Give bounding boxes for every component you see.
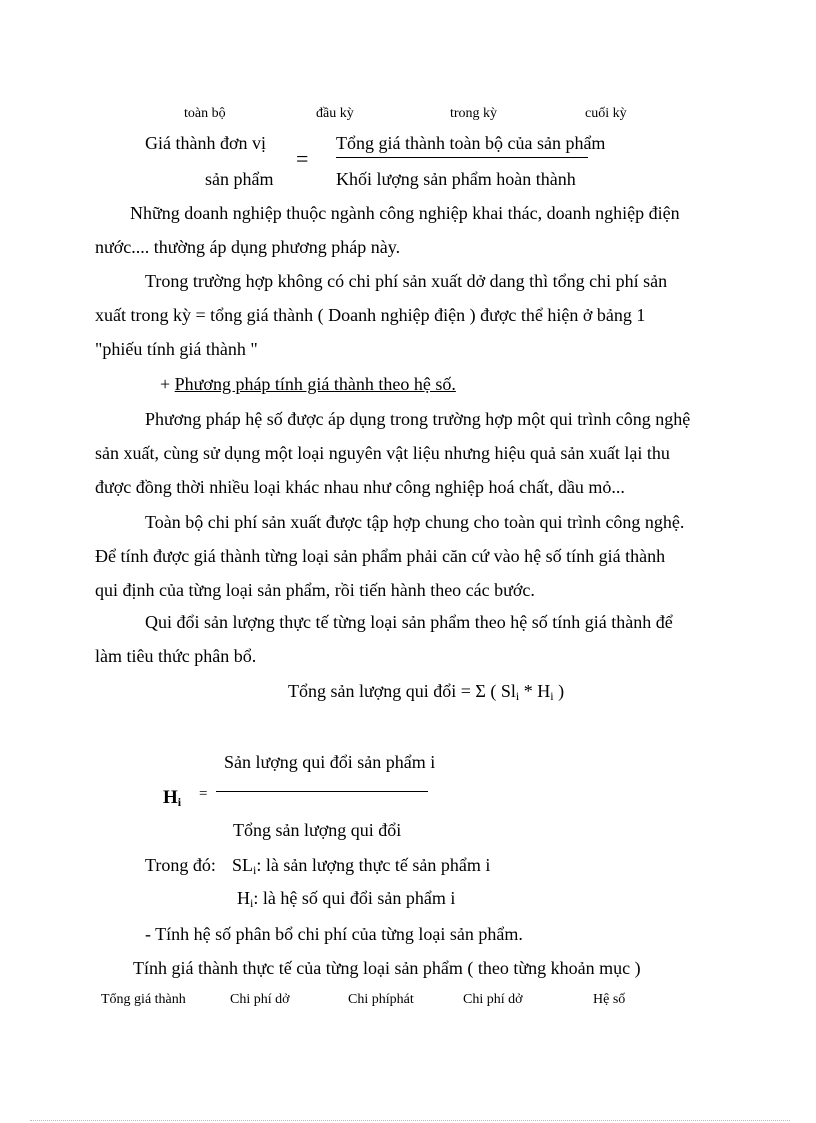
paragraph-1-line-2: nước.... thường áp dụng phương pháp này. — [95, 237, 401, 257]
formula1-label-toan-bo: toàn bộ — [184, 106, 226, 121]
page-footer-divider — [30, 1120, 790, 1121]
calc-actual-cost-line: Tính giá thành thực tế của từng loại sản phẩm ( theo từng khoản mục ) — [133, 958, 641, 978]
formula2-sub-2: i — [550, 689, 554, 703]
formula3-h-sub: i — [177, 795, 182, 809]
bottom-label-wip-cost-2: Chi phí dở — [463, 992, 523, 1007]
formula2-left: Tổng sản lượng qui đổi = — [288, 681, 476, 701]
formula1-equals: = — [296, 146, 309, 171]
section-heading-text: Phương pháp tính giá thành theo hệ số. — [174, 374, 456, 394]
section-heading-prefix: + — [160, 374, 175, 394]
section-heading — [160, 374, 456, 395]
paragraph-5 — [95, 605, 720, 673]
paragraph-3-line-1: Phương pháp hệ số được áp dụng trong trường hợp một qui trình công nghệ — [145, 409, 691, 429]
formula1-label-dau-ky: đầu kỳ — [316, 106, 354, 121]
paragraph-5-line-2: làm tiêu thức phân bổ. — [95, 646, 257, 666]
paragraph-4-line-2: Để tính được giá thành từng loại sản phẩm phải căn cứ vào hệ số tính giá thành — [95, 546, 666, 566]
formula1-numerator: Tổng giá thành toàn bộ của sản phẩm — [336, 133, 606, 153]
formula3-h — [163, 787, 181, 810]
bottom-label-incurred-cost: Chi phíphát — [348, 992, 414, 1007]
paragraph-1 — [95, 196, 720, 264]
where-sl: SL — [232, 855, 254, 875]
paragraph-2-line-1: Trong trường hợp không có chi phí sản xuất dở dang thì tổng chi phí sản — [145, 271, 668, 291]
formula1-denominator: Khối lượng sản phẩm hoàn thành — [336, 169, 576, 189]
where-sl-sub: i — [253, 863, 257, 877]
paragraph-4-line-3: qui định của từng loại sản phẩm, rồi tiến hành theo các bước. — [95, 580, 535, 600]
formula3-numerator: Sản lượng qui đổi sản phẩm i — [224, 752, 436, 772]
formula3-denominator: Tổng sản lượng qui đổi — [233, 820, 402, 840]
where-h: H — [237, 888, 250, 908]
where-h-desc: : là hệ số qui đổi sản phẩm i — [253, 888, 456, 908]
where-sl-line — [232, 855, 490, 878]
paragraph-5-line-1: Qui đổi sản lượng thực tế từng loại sản phẩm theo hệ số tính giá thành để — [145, 612, 673, 632]
paragraph-3-line-2: sản xuất, cùng sử dụng một loại nguyên vật liệu nhưng hiệu quả sản xuất lại thu — [95, 443, 670, 463]
formula3-equals: = — [199, 786, 208, 802]
bottom-label-wip-cost-1: Chi phí dở — [230, 992, 290, 1007]
where-h-line — [237, 888, 455, 911]
formula3-fraction-bar — [216, 791, 428, 792]
where-h-sub: i — [250, 896, 254, 910]
paragraph-4-line-1: Toàn bộ chi phí sản xuất được tập hợp chung cho toàn qui trình công nghệ. — [145, 512, 685, 532]
formula1-left-bottom: sản phẩm — [205, 169, 274, 189]
paragraph-1-line-1: Những doanh nghiệp thuộc ngành công nghiệp khai thác, doanh nghiệp điện — [130, 203, 680, 223]
formula-total-converted-output — [288, 681, 564, 704]
formula2-mid: * H — [519, 681, 551, 701]
where-label: Trong đó: — [145, 855, 216, 875]
formula2-sigma: Σ ( Sl — [475, 681, 516, 701]
formula2-sub-1: i — [515, 689, 520, 703]
paragraph-3 — [95, 402, 720, 504]
formula1-label-trong-ky: trong kỳ — [450, 106, 498, 121]
paragraph-4 — [95, 505, 720, 607]
paragraph-3-line-3: được đồng thời nhiều loại khác nhau như công nghiệp hoá chất, dầu mỏ... — [95, 477, 625, 497]
formula3-h-letter: H — [163, 787, 178, 808]
bullet-allocation-coefficient: - Tính hệ số phân bổ chi phí của từng loại sản phẩm. — [145, 924, 523, 944]
paragraph-2 — [95, 264, 720, 366]
where-sl-desc: : là sản lượng thực tế sản phẩm i — [256, 855, 491, 875]
formula1-fraction-bar — [336, 157, 588, 158]
paragraph-2-line-3: "phiếu tính giá thành " — [95, 339, 258, 359]
bottom-label-total-cost: Tổng giá thành — [101, 992, 186, 1007]
formula1-left-top: Giá thành đơn vị — [145, 133, 266, 153]
paragraph-2-line-2: xuất trong kỳ = tổng giá thành ( Doanh nghiệp điện ) được thể hiện ở bảng 1 — [95, 305, 646, 325]
formula2-close: ) — [553, 681, 565, 701]
bottom-label-coefficient: Hệ số — [593, 992, 626, 1007]
formula1-label-cuoi-ky: cuối kỳ — [585, 106, 627, 121]
